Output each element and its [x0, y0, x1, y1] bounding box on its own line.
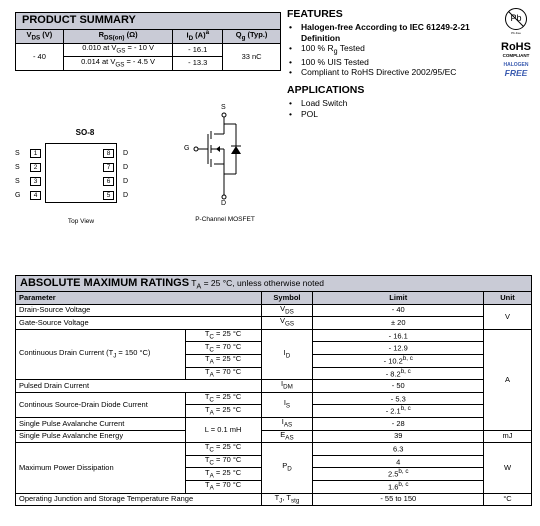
- drain-label: D: [221, 200, 227, 207]
- features-list: [287, 22, 492, 78]
- header-unit: Unit: [484, 292, 532, 305]
- limit-cell: - 16.1: [313, 329, 484, 342]
- unit-cell: A: [484, 329, 532, 430]
- table-row: [16, 430, 532, 443]
- pin: S 3: [15, 177, 45, 191]
- table-row: [16, 329, 532, 342]
- header-symbol: Symbol: [261, 292, 313, 305]
- symbol-cell: $V_{GS}$: [261, 317, 313, 330]
- condition-cell: $T_C = 70$ °C: [185, 455, 261, 468]
- table-row: [16, 443, 532, 456]
- features-title: FEATURES: [287, 8, 343, 20]
- package-title: SO-8: [75, 128, 95, 137]
- condition-cell: $T_C = 25$ °C: [185, 329, 261, 342]
- pin: 7 D: [103, 163, 145, 177]
- condition-cell: L = 0.1 mH: [185, 417, 261, 442]
- param-cell: Pulsed Drain Current: [16, 380, 262, 393]
- amr-title-bar: [15, 275, 532, 291]
- unit-cell: mJ: [484, 430, 532, 443]
- limit-cell: - 12.9: [313, 342, 484, 355]
- limit-cell: 4: [313, 455, 484, 468]
- param-cell: Operating Junction and Storage Temperature Range: [16, 493, 262, 506]
- compliance-badges: [495, 8, 537, 78]
- condition-cell: $T_A = 25$ °C: [185, 405, 261, 418]
- table-row: [16, 304, 532, 317]
- symbol-cell: $P_D$: [261, 443, 313, 493]
- applications-list: [287, 98, 492, 119]
- table-row: [16, 317, 532, 330]
- table-row: [16, 417, 532, 430]
- product-summary-title: PRODUCT SUMMARY: [15, 12, 281, 29]
- pin: S 1: [15, 149, 45, 163]
- limit-cell: - 28: [313, 417, 484, 430]
- param-cell: Gate-Source Voltage: [16, 317, 262, 330]
- limit-cell: - 55 to 150: [313, 493, 484, 506]
- symbol-cell: $I_S$: [261, 392, 313, 417]
- halogen-label: HALOGEN: [503, 62, 529, 68]
- mosfet-caption: P-Channel MOSFET: [195, 216, 255, 223]
- rohs-title: RoHS: [501, 41, 531, 53]
- limit-cell: - 40: [313, 304, 484, 317]
- condition-cell: $T_C = 25$ °C: [185, 443, 261, 456]
- table-row: [16, 392, 532, 405]
- header-id: $I_D$ $(A)^a$: [173, 30, 223, 44]
- rdson-value: 0.014 at $V_{GS}$ = - 4.5 V: [63, 57, 173, 71]
- right-pins: [103, 149, 145, 205]
- pin: 5 D: [103, 191, 145, 205]
- pin: G 4: [15, 191, 45, 205]
- header-vds: $V_{DS}$ (V): [16, 30, 64, 44]
- table-row: [16, 380, 532, 393]
- symbol-cell: $I_{DM}$: [261, 380, 313, 393]
- param-cell: Continous Source-Drain Diode Current: [16, 392, 186, 417]
- so8-package-diagram: [15, 128, 145, 228]
- source-label: S: [221, 104, 226, 111]
- condition-cell: $T_C = 25$ °C: [185, 392, 261, 405]
- mosfet-symbol: [180, 104, 270, 228]
- absolute-maximum-ratings: [15, 275, 532, 506]
- amr-table: [15, 291, 532, 506]
- rdson-value: 0.010 at $V_{GS}$ = - 10 V: [63, 43, 173, 57]
- limit-cell: 6.3: [313, 443, 484, 456]
- condition-cell: $T_A = 70$ °C: [185, 367, 261, 380]
- id-value: - 13.3: [173, 57, 223, 71]
- symbol-cell: $I_D$: [261, 329, 313, 379]
- pin: 6 D: [103, 177, 145, 191]
- limit-cell: 39: [313, 430, 484, 443]
- pin: S 2: [15, 163, 45, 177]
- package-caption: Top View: [67, 218, 95, 225]
- qg-value: 33 nC: [223, 43, 281, 70]
- header-qg: $Q_g$ (Typ.): [223, 30, 281, 44]
- pin: 8 D: [103, 149, 145, 163]
- application-item: • POL: [287, 109, 492, 120]
- header-limit: Limit: [313, 292, 484, 305]
- condition-cell: $T_C = 70$ °C: [185, 342, 261, 355]
- symbol-cell: $I_{AS}$: [261, 417, 313, 430]
- pb-free-icon: [504, 8, 528, 38]
- unit-cell: °C: [484, 493, 532, 506]
- feature-item: • 100 % UIS Tested: [287, 57, 492, 68]
- applications-title: APPLICATIONS: [287, 84, 365, 97]
- condition-cell: $T_A = 25$ °C: [185, 354, 261, 367]
- limit-cell: - 10.2$^{b, c}$: [313, 354, 484, 367]
- amr-condition: $T_A = 25$ °C, unless otherwise noted: [191, 278, 324, 291]
- condition-cell: $T_A = 70$ °C: [185, 480, 261, 493]
- limit-cell: 1.6$^{b, c}$: [313, 480, 484, 493]
- free-label: FREE: [504, 68, 528, 78]
- symbol-cell: $V_{DS}$: [261, 304, 313, 317]
- param-cell: Drain-Source Voltage: [16, 304, 262, 317]
- amr-title: ABSOLUTE MAXIMUM RATINGS: [20, 277, 190, 289]
- param-cell: Single Pulse Avalanche Energy: [16, 430, 186, 443]
- left-pins: [15, 149, 45, 205]
- gate-label: G: [184, 145, 190, 152]
- param-cell: Single Pulse Avalanche Current: [16, 417, 186, 430]
- feature-item: • Compliant to RoHS Directive 2002/95/EC: [287, 67, 492, 78]
- limit-cell: - 2.1$^{b, c}$: [313, 405, 484, 418]
- limit-cell: - 8.2$^{b, c}$: [313, 367, 484, 380]
- features-section: [287, 8, 492, 119]
- table-row: [16, 493, 532, 506]
- id-value: - 16.1: [173, 43, 223, 57]
- limit-cell: - 50: [313, 380, 484, 393]
- pb-sub: Pb-free: [511, 31, 521, 35]
- limit-cell: ± 20: [313, 317, 484, 330]
- feature-item: • Halogen-free According to IEC 61249-2-21 Definition: [287, 22, 492, 43]
- vds-value: - 40: [16, 43, 64, 70]
- limit-cell: - 5.3: [313, 392, 484, 405]
- application-item: • Load Switch: [287, 98, 492, 109]
- product-summary: [15, 12, 281, 71]
- rohs-sub: COMPLIANT: [502, 53, 530, 58]
- pb-label: Pb: [510, 13, 522, 23]
- unit-cell: W: [484, 443, 532, 493]
- header-parameter: Parameter: [16, 292, 262, 305]
- header-rdson: $R_{DS(on)}$ (Ω): [63, 30, 173, 44]
- param-cell: Maximum Power Dissipation: [16, 443, 186, 493]
- product-summary-table: [15, 29, 281, 71]
- limit-cell: 2.5$^{b, c}$: [313, 468, 484, 481]
- param-cell: Continuous Drain Current ($T_J = 150$ °C): [16, 329, 186, 379]
- symbol-cell: $E_{AS}$: [261, 430, 313, 443]
- unit-cell: V: [484, 304, 532, 329]
- condition-cell: $T_A = 25$ °C: [185, 468, 261, 481]
- feature-item: • 100 % $R_g$ Tested: [287, 43, 492, 57]
- symbol-cell: $T_J$, $T_{stg}$: [261, 493, 313, 506]
- mosfet-schematic-icon: [180, 104, 270, 228]
